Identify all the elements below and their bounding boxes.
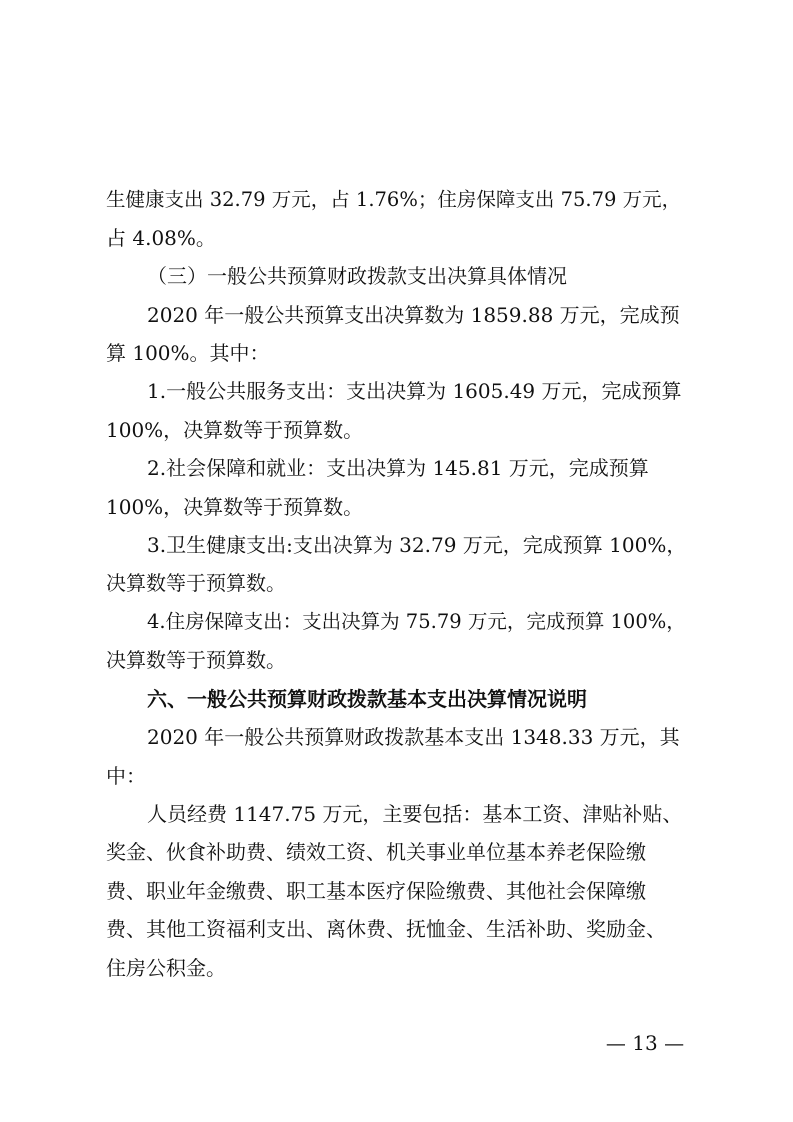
body-line: 算 100%。其中：	[106, 341, 270, 365]
body-line: 奖金、伙食补助费、绩效工资、机关事业单位基本养老保险缴	[106, 840, 646, 864]
body-line: 决算数等于预算数。	[106, 648, 286, 672]
body-line: 生健康支出 32.79 万元，占 1.76%；住房保障支出 75.79 万元，	[106, 188, 682, 211]
body-line: 1.一般公共服务支出：支出决算为 1605.49 万元，完成预算	[147, 379, 682, 403]
body-line: 2.社会保障和就业：支出决算为 145.81 万元，完成预算	[147, 456, 649, 480]
body-line: 费、职业年金缴费、职工基本医疗保险缴费、其他社会保障缴	[106, 879, 646, 903]
body-line: 4.住房保障支出：支出决算为 75.79 万元，完成预算 100%，	[147, 610, 686, 633]
body-line: 2020 年一般公共预算财政拨款基本支出 1348.33 万元，其	[147, 725, 680, 749]
body-line: 住房公积金。	[106, 956, 226, 980]
body-line: 3.卫生健康支出:支出决算为 32.79 万元，完成预算 100%，	[147, 533, 687, 557]
section-heading: 六、一般公共预算财政拨款基本支出决算情况说明	[147, 687, 587, 711]
section-subheading: （三）一般公共预算财政拨款支出决算具体情况	[147, 264, 567, 288]
body-line: 100%，决算数等于预算数。	[106, 418, 364, 442]
body-line: 100%，决算数等于预算数。	[106, 495, 364, 519]
page-number: — 13 —	[605, 1031, 685, 1055]
body-line: 2020 年一般公共预算支出决算数为 1859.88 万元，完成预	[147, 303, 680, 327]
body-line: 人员经费 1147.75 万元，主要包括：基本工资、津贴补贴、	[147, 802, 683, 826]
body-line: 费、其他工资福利支出、离休费、抚恤金、生活补助、奖励金、	[106, 917, 666, 941]
body-line: 中：	[106, 764, 146, 788]
body-line: 决算数等于预算数。	[106, 571, 286, 595]
body-line: 占 4.08%。	[106, 226, 216, 250]
